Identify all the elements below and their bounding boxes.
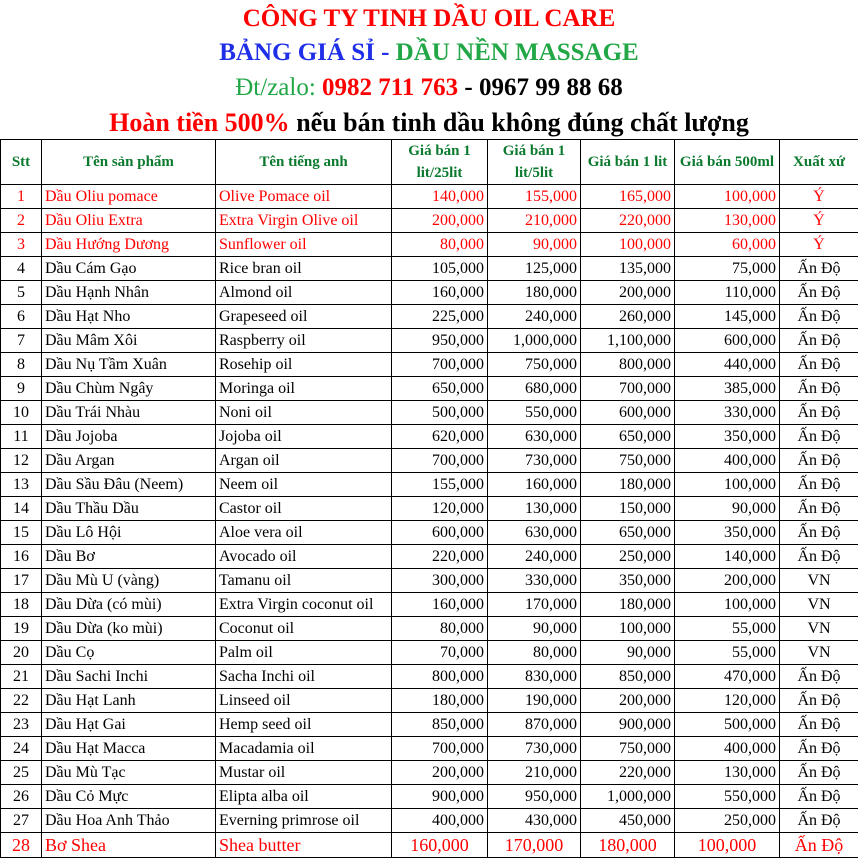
row-price-5lit: 130,000 [488,497,581,521]
row-price-5lit: 730,000 [488,737,581,761]
price-table [0,139,858,858]
row-price-500ml: 500,000 [675,713,780,737]
row-product-name: Dầu Argan [42,449,216,473]
row-price-1lit: 800,000 [581,353,675,377]
row-english-name: Elipta alba oil [216,785,392,809]
row-stt: 1 [1,185,42,209]
row-price-500ml: 120,000 [675,689,780,713]
phone-separator: - [458,74,479,101]
row-price-1lit: 1,000,000 [581,785,675,809]
row-product-name: Dầu Hạt Nho [42,305,216,329]
row-price-5lit: 210,000 [488,761,581,785]
row-price-1lit: 180,000 [581,593,675,617]
row-price-5lit: 210,000 [488,209,581,233]
row-price-5lit: 80,000 [488,641,581,665]
row-price-500ml: 55,000 [675,641,780,665]
row-price-1lit: 135,000 [581,257,675,281]
row-origin: Ấn Độ [780,665,858,689]
row-price-1lit: 450,000 [581,809,675,833]
row-product-name: Dầu Dừa (ko mùi) [42,617,216,641]
company-title: CÔNG TY TINH DẦU OIL CARE [242,5,616,32]
row-price-25lit: 180,000 [392,689,488,713]
row-price-25lit: 650,000 [392,377,488,401]
table-row [1,401,858,425]
row-price-1lit: 250,000 [581,545,675,569]
row-price-1lit: 200,000 [581,689,675,713]
row-price-1lit: 750,000 [581,737,675,761]
row-price-25lit: 700,000 [392,737,488,761]
row-price-5lit: 190,000 [488,689,581,713]
col-header-product-name: Tên sản phẩm [42,140,216,185]
row-product-name: Dầu Cỏ Mực [42,785,216,809]
table-row [1,185,858,209]
title-separator: - [374,39,396,66]
row-price-25lit: 850,000 [392,713,488,737]
row-price-5lit: 830,000 [488,665,581,689]
row-origin: VN [780,593,858,617]
row-origin: Ấn Độ [780,257,858,281]
row-price-25lit: 220,000 [392,545,488,569]
row-product-name: Dầu Hướng Dương [42,233,216,257]
row-origin: Ấn Độ [780,545,858,569]
row-price-500ml: 140,000 [675,545,780,569]
row-price-25lit: 700,000 [392,353,488,377]
row-origin: Ấn Độ [780,329,858,353]
row-price-25lit: 620,000 [392,425,488,449]
row-price-500ml: 330,000 [675,401,780,425]
row-stt: 6 [1,305,42,329]
row-price-5lit: 330,000 [488,569,581,593]
row-price-25lit: 700,000 [392,449,488,473]
row-stt: 10 [1,401,42,425]
row-origin: Ý [780,209,858,233]
row-price-1lit: 600,000 [581,401,675,425]
row-price-500ml: 385,000 [675,377,780,401]
table-row [1,305,858,329]
row-product-name: Dầu Lô Hội [42,521,216,545]
row-english-name: Sunflower oil [216,233,392,257]
row-english-name: Grapeseed oil [216,305,392,329]
row-price-1lit: 750,000 [581,449,675,473]
row-price-25lit: 80,000 [392,233,488,257]
row-price-25lit: 900,000 [392,785,488,809]
contact-line [0,71,858,104]
table-row [1,377,858,401]
row-price-25lit: 70,000 [392,641,488,665]
row-price-5lit: 155,000 [488,185,581,209]
row-stt: 20 [1,641,42,665]
row-price-500ml: 90,000 [675,497,780,521]
row-product-name: Dầu Sầu Đâu (Neem) [42,473,216,497]
table-row [1,521,858,545]
row-origin: Ấn Độ [780,785,858,809]
row-price-25lit: 950,000 [392,329,488,353]
row-price-5lit: 160,000 [488,473,581,497]
row-price-500ml: 145,000 [675,305,780,329]
row-product-name: Dầu Dừa (có mùi) [42,593,216,617]
row-price-500ml: 470,000 [675,665,780,689]
row-price-25lit: 400,000 [392,809,488,833]
row-stt: 4 [1,257,42,281]
row-price-5lit: 170,000 [488,833,581,858]
table-row [1,617,858,641]
row-price-1lit: 220,000 [581,761,675,785]
row-stt: 9 [1,377,42,401]
phone-number-1: 0982 711 763 [322,74,459,101]
row-price-500ml: 60,000 [675,233,780,257]
row-english-name: Avocado oil [216,545,392,569]
row-price-25lit: 160,000 [392,833,488,858]
row-origin: Ý [780,233,858,257]
col-header-price-1lit: Giá bán 1 lit [581,140,675,185]
row-english-name: Coconut oil [216,617,392,641]
row-stt: 7 [1,329,42,353]
row-price-500ml: 400,000 [675,449,780,473]
row-price-1lit: 100,000 [581,233,675,257]
row-english-name: Extra Virgin coconut oil [216,593,392,617]
row-product-name: Dầu Mù U (vàng) [42,569,216,593]
row-price-5lit: 240,000 [488,305,581,329]
row-price-25lit: 500,000 [392,401,488,425]
price-list-label: BẢNG GIÁ SỈ [219,39,375,66]
row-stt: 23 [1,713,42,737]
row-english-name: Rosehip oil [216,353,392,377]
row-stt: 15 [1,521,42,545]
table-row [1,785,858,809]
row-price-25lit: 160,000 [392,281,488,305]
row-price-1lit: 260,000 [581,305,675,329]
row-price-5lit: 1,000,000 [488,329,581,353]
row-origin: Ấn Độ [780,425,858,449]
row-origin: Ấn Độ [780,353,858,377]
row-price-5lit: 630,000 [488,521,581,545]
row-price-500ml: 110,000 [675,281,780,305]
row-origin: Ấn Độ [780,689,858,713]
row-english-name: Everning primrose oil [216,809,392,833]
row-price-5lit: 750,000 [488,353,581,377]
col-header-origin: Xuất xứ [780,140,858,185]
row-price-5lit: 125,000 [488,257,581,281]
table-row [1,713,858,737]
table-row [1,233,858,257]
row-price-1lit: 900,000 [581,713,675,737]
row-english-name: Almond oil [216,281,392,305]
row-origin: Ấn Độ [780,401,858,425]
row-price-1lit: 700,000 [581,377,675,401]
row-stt: 18 [1,593,42,617]
row-price-25lit: 800,000 [392,665,488,689]
row-origin: Ấn Độ [780,281,858,305]
col-header-price-5lit: Giá bán 1 lit/5lit [488,140,581,185]
row-stt: 2 [1,209,42,233]
row-price-500ml: 55,000 [675,617,780,641]
row-price-1lit: 850,000 [581,665,675,689]
row-price-1lit: 650,000 [581,521,675,545]
row-origin: Ấn Độ [780,449,858,473]
row-stt: 16 [1,545,42,569]
table-row [1,329,858,353]
row-stt: 25 [1,761,42,785]
row-english-name: Raspberry oil [216,329,392,353]
table-row [1,353,858,377]
row-stt: 12 [1,449,42,473]
row-price-25lit: 160,000 [392,593,488,617]
col-header-stt: Stt [1,140,42,185]
row-stt: 28 [1,833,42,858]
table-row [1,569,858,593]
contact-label: Đt/zalo: [235,74,323,101]
row-english-name: Extra Virgin Olive oil [216,209,392,233]
row-price-25lit: 155,000 [392,473,488,497]
row-product-name: Dầu Cám Gạo [42,257,216,281]
row-price-1lit: 180,000 [581,833,675,858]
row-price-500ml: 100,000 [675,185,780,209]
row-english-name: Mustar oil [216,761,392,785]
row-price-500ml: 250,000 [675,809,780,833]
row-english-name: Moringa oil [216,377,392,401]
table-row [1,473,858,497]
row-english-name: Neem oil [216,473,392,497]
row-product-name: Dầu Hạt Lanh [42,689,216,713]
row-product-name: Bơ Shea [42,833,216,858]
row-price-500ml: 350,000 [675,521,780,545]
row-stt: 5 [1,281,42,305]
table-row [1,425,858,449]
row-english-name: Macadamia oil [216,737,392,761]
row-price-5lit: 430,000 [488,809,581,833]
table-row [1,257,858,281]
row-price-500ml: 100,000 [675,473,780,497]
row-price-500ml: 130,000 [675,209,780,233]
table-row [1,737,858,761]
row-price-5lit: 90,000 [488,617,581,641]
row-price-25lit: 140,000 [392,185,488,209]
row-price-1lit: 200,000 [581,281,675,305]
row-price-5lit: 870,000 [488,713,581,737]
row-stt: 14 [1,497,42,521]
row-english-name: Palm oil [216,641,392,665]
row-origin: Ấn Độ [780,737,858,761]
table-row [1,497,858,521]
product-category: DẦU NỀN MASSAGE [395,39,639,66]
row-stt: 22 [1,689,42,713]
row-price-25lit: 105,000 [392,257,488,281]
row-product-name: Dầu Chùm Ngây [42,377,216,401]
row-price-500ml: 440,000 [675,353,780,377]
row-price-500ml: 75,000 [675,257,780,281]
row-origin: VN [780,569,858,593]
row-product-name: Dầu Sachi Inchi [42,665,216,689]
row-product-name: Dầu Mâm Xôi [42,329,216,353]
row-stt: 24 [1,737,42,761]
row-price-1lit: 150,000 [581,497,675,521]
row-stt: 17 [1,569,42,593]
row-price-5lit: 730,000 [488,449,581,473]
row-product-name: Dầu Nụ Tầm Xuân [42,353,216,377]
table-row [1,689,858,713]
row-stt: 19 [1,617,42,641]
row-stt: 8 [1,353,42,377]
row-price-5lit: 180,000 [488,281,581,305]
row-product-name: Dầu Hạnh Nhân [42,281,216,305]
row-english-name: Sacha Inchi oil [216,665,392,689]
row-price-5lit: 170,000 [488,593,581,617]
row-english-name: Jojoba oil [216,425,392,449]
row-price-5lit: 950,000 [488,785,581,809]
row-stt: 21 [1,665,42,689]
row-product-name: Dầu Cọ [42,641,216,665]
col-header-price-500ml: Giá bán 500ml [675,140,780,185]
row-stt: 11 [1,425,42,449]
table-row [1,665,858,689]
table-row [1,593,858,617]
table-row [1,641,858,665]
row-english-name: Noni oil [216,401,392,425]
table-row [1,809,858,833]
row-price-1lit: 650,000 [581,425,675,449]
row-english-name: Rice bran oil [216,257,392,281]
row-english-name: Tamanu oil [216,569,392,593]
row-product-name: Dầu Hạt Macca [42,737,216,761]
row-price-25lit: 600,000 [392,521,488,545]
row-stt: 26 [1,785,42,809]
row-origin: Ý [780,185,858,209]
row-price-1lit: 180,000 [581,473,675,497]
row-origin: Ấn Độ [780,713,858,737]
refund-guarantee [0,106,858,139]
row-origin: Ấn Độ [780,473,858,497]
row-english-name: Aloe vera oil [216,521,392,545]
row-origin: Ấn Độ [780,761,858,785]
table-row [1,761,858,785]
row-product-name: Dầu Bơ [42,545,216,569]
row-english-name: Castor oil [216,497,392,521]
row-english-name: Shea butter [216,833,392,858]
row-product-name: Dầu Trái Nhàu [42,401,216,425]
row-product-name: Dầu Hạt Gai [42,713,216,737]
row-price-1lit: 90,000 [581,641,675,665]
table-row [1,833,858,858]
row-origin: Ấn Độ [780,305,858,329]
row-price-500ml: 130,000 [675,761,780,785]
row-english-name: Hemp seed oil [216,713,392,737]
row-stt: 3 [1,233,42,257]
row-origin: Ấn Độ [780,377,858,401]
row-price-5lit: 630,000 [488,425,581,449]
row-price-500ml: 600,000 [675,329,780,353]
row-price-500ml: 100,000 [675,833,780,858]
row-product-name: Dầu Mù Tạc [42,761,216,785]
row-product-name: Dầu Thầu Dầu [42,497,216,521]
table-row [1,449,858,473]
row-product-name: Dầu Hoa Anh Thảo [42,809,216,833]
row-price-1lit: 350,000 [581,569,675,593]
row-product-name: Dầu Oliu pomace [42,185,216,209]
row-price-25lit: 80,000 [392,617,488,641]
row-price-1lit: 100,000 [581,617,675,641]
table-header-row [1,140,858,185]
row-product-name: Dầu Jojoba [42,425,216,449]
row-origin: Ấn Độ [780,809,858,833]
row-price-25lit: 225,000 [392,305,488,329]
row-price-500ml: 100,000 [675,593,780,617]
table-row [1,281,858,305]
row-price-500ml: 200,000 [675,569,780,593]
row-origin: Ấn Độ [780,833,858,858]
row-price-25lit: 200,000 [392,209,488,233]
row-price-25lit: 300,000 [392,569,488,593]
row-stt: 27 [1,809,42,833]
row-price-1lit: 1,100,000 [581,329,675,353]
row-price-1lit: 220,000 [581,209,675,233]
row-price-25lit: 120,000 [392,497,488,521]
row-price-500ml: 350,000 [675,425,780,449]
row-price-1lit: 165,000 [581,185,675,209]
row-price-5lit: 240,000 [488,545,581,569]
refund-highlight: Hoàn tiền 500% [109,108,290,137]
row-product-name: Dầu Oliu Extra [42,209,216,233]
col-header-price-25lit: Giá bán 1 lit/25lit [392,140,488,185]
row-origin: VN [780,641,858,665]
table-row [1,545,858,569]
row-price-25lit: 200,000 [392,761,488,785]
refund-text: nếu bán tinh dầu không đúng chất lượng [289,108,749,137]
row-origin: Ấn Độ [780,521,858,545]
row-english-name: Linseed oil [216,689,392,713]
row-stt: 13 [1,473,42,497]
col-header-english-name: Tên tiếng anh [216,140,392,185]
phone-number-2: 0967 99 88 68 [478,74,623,101]
row-price-5lit: 550,000 [488,401,581,425]
row-english-name: Argan oil [216,449,392,473]
row-origin: VN [780,617,858,641]
row-origin: Ấn Độ [780,497,858,521]
row-price-500ml: 550,000 [675,785,780,809]
table-row [1,209,858,233]
row-price-500ml: 400,000 [675,737,780,761]
row-price-5lit: 90,000 [488,233,581,257]
row-english-name: Olive Pomace oil [216,185,392,209]
price-list-title [0,36,858,69]
row-price-5lit: 680,000 [488,377,581,401]
